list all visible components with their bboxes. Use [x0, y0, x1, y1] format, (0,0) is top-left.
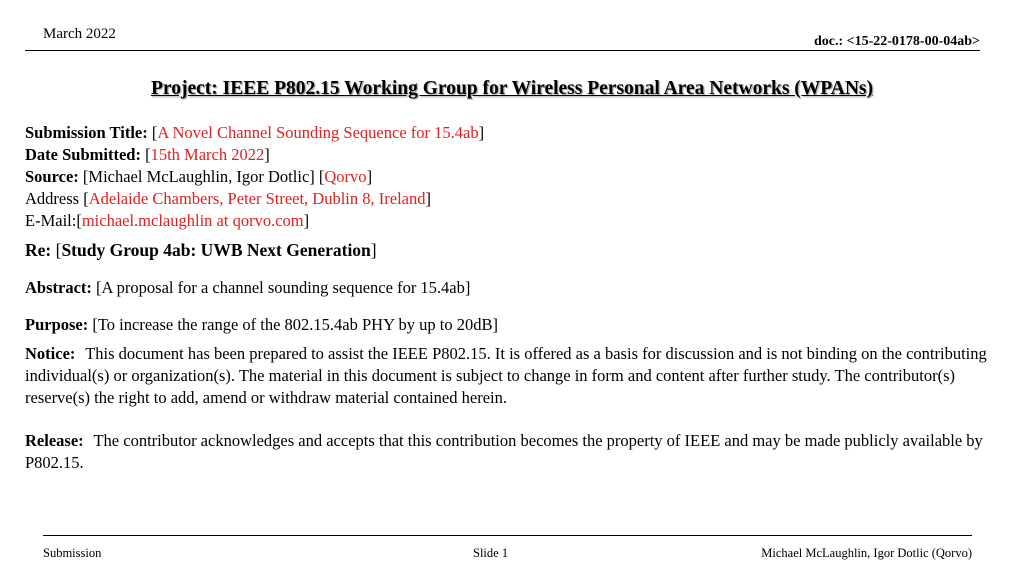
re-value: Study Group 4ab: UWB Next Generation — [61, 240, 371, 260]
project-title: Project: IEEE P802.15 Working Group for Wireless Personal Area Networks (WPANs) — [150, 78, 873, 99]
release-paragraph — [25, 430, 1000, 474]
submission-title-label: Submission Title: — [25, 123, 148, 142]
source-row: Source: [Michael McLaughlin, Igor Dotlic] [Qorvo] — [25, 167, 373, 186]
email-label: E-Mail: — [25, 211, 77, 230]
source-authors: Michael McLaughlin, Igor Dotlic — [88, 167, 310, 186]
footer-slide-number: Slide 1 — [473, 546, 509, 560]
notice-label: Notice: — [25, 344, 76, 363]
submission-title-row: Submission Title: [A Novel Channel Sounding Sequence for 15.4ab] — [25, 123, 485, 142]
footer-submission: Submission — [43, 546, 102, 560]
email-row: E-Mail:[michael.mclaughlin at qorvo.com] — [25, 211, 310, 230]
re-label: Re: — [25, 240, 52, 260]
purpose-label: Purpose: — [25, 315, 89, 334]
purpose-value: To increase the range of the 802.15.4ab PHY by up to 20dB — [97, 315, 493, 334]
notice-text: This document has been prepared to assist the IEEE P802.15. It is offered as a basis for discussion and is not binding on the contributing individual(s) or organization(s). The material in this document is subject to change in form and content after further study. The contributor(s) reserve(s) the right to add, amend or withdraw material contained herein. — [25, 344, 987, 407]
header-divider — [25, 50, 980, 51]
source-company: Qorvo — [324, 167, 367, 186]
header-date: March 2022 — [43, 26, 116, 42]
date-submitted-value: 15th March 2022 — [150, 145, 265, 164]
header-doc-number: doc.: <15-22-0178-00-04ab> — [813, 34, 980, 49]
address-label: Address — [25, 189, 80, 208]
footer-authors: Michael McLaughlin, Igor Dotlic (Qorvo) — [761, 546, 972, 560]
notice-paragraph — [25, 343, 1000, 409]
footer-divider — [43, 535, 972, 536]
email-value: michael.mclaughlin at qorvo.com — [81, 211, 304, 230]
release-label: Release: — [25, 431, 84, 450]
date-submitted-row: Date Submitted: [15th March 2022] — [25, 145, 270, 164]
abstract-label: Abstract: — [25, 278, 92, 297]
address-row: Address [Adelaide Chambers, Peter Street, Dublin 8, Ireland] — [25, 189, 431, 208]
date-submitted-label: Date Submitted: — [25, 145, 141, 164]
abstract-value: A proposal for a channel sounding sequence for 15.4ab — [101, 278, 465, 297]
re-row: Re: [Study Group 4ab: UWB Next Generation] — [25, 240, 377, 260]
purpose-row: Purpose: [To increase the range of the 802.15.4ab PHY by up to 20dB] — [25, 315, 498, 334]
source-label: Source: — [25, 167, 79, 186]
submission-title-value: A Novel Channel Sounding Sequence for 15.4ab — [157, 123, 479, 142]
release-text: The contributor acknowledges and accepts that this contribution becomes the property of IEEE and may be made publicly available by P802.15. — [25, 431, 983, 472]
address-value: Adelaide Chambers, Peter Street, Dublin 8, Ireland — [88, 189, 426, 208]
abstract-row: Abstract: [A proposal for a channel sounding sequence for 15.4ab] — [25, 278, 471, 297]
